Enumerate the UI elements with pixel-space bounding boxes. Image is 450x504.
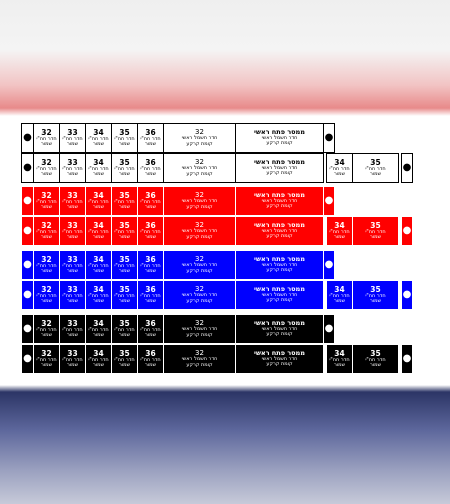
bullet-icon: ● bbox=[21, 344, 33, 374]
room-cell-33: 33 חדר חח"י שמור bbox=[59, 250, 85, 280]
room-cell-34: 34 חדר חח"י שמור bbox=[85, 123, 111, 153]
label-strip-white-short bbox=[21, 123, 348, 153]
zone-cell: 32 חדר חשמל ראשי קומת קרקע bbox=[163, 344, 235, 374]
room-cell-34-extra: 34 חדר חח"י שמור bbox=[326, 344, 352, 374]
main-relay-cell: ממסר פתח ראשי חדר חשמל ראשי קומת קרקע bbox=[235, 344, 323, 374]
room-cell-34: 34 חדר חח"י שמור bbox=[85, 280, 111, 310]
room-cell-35: 35 חדר חח"י שמור bbox=[111, 280, 137, 310]
room-cell-32: 32 חדר חח"י שמור bbox=[33, 123, 59, 153]
room-cell-35-extra: 35 חדר חח"י שמור bbox=[352, 216, 398, 246]
bullet-icon: ● bbox=[21, 186, 33, 216]
bullet-icon: ● bbox=[21, 314, 33, 344]
room-cell-36: 36 חדר חח"י שמור bbox=[137, 186, 163, 216]
room-cell-35: 35 חדר חח"י שמור bbox=[111, 216, 137, 246]
bullet-icon: ● bbox=[401, 344, 413, 374]
room-cell-35: 35 חדר חח"י שמור bbox=[111, 250, 137, 280]
zone-cell: 32 חדר חשמל ראשי קומת קרקע bbox=[163, 314, 235, 344]
room-cell-34: 34 חדר חח"י שמור bbox=[85, 344, 111, 374]
room-cell-36: 36 חדר חח"י שמור bbox=[137, 344, 163, 374]
label-sheet bbox=[21, 119, 429, 384]
bullet-icon: ● bbox=[323, 314, 335, 344]
zone-cell: 32 חדר חשמל ראשי קומת קרקע bbox=[163, 216, 235, 246]
bullet-icon: ● bbox=[323, 123, 335, 153]
label-strip-blue-long bbox=[21, 280, 429, 310]
room-cell-35-extra: 35 חדר חח"י שמור bbox=[352, 344, 398, 374]
zone-cell: 32 חדר חשמל ראשי קומת קרקע bbox=[163, 280, 235, 310]
bullet-icon: ● bbox=[323, 250, 335, 280]
bullet-icon: ● bbox=[323, 186, 335, 216]
main-relay-cell: ממסר פתח ראשי חדר חשמל ראשי קומת קרקע bbox=[235, 186, 323, 216]
room-cell-32: 32 חדר חח"י שמור bbox=[33, 250, 59, 280]
room-cell-35: 35 חדר חח"י שמור bbox=[111, 123, 137, 153]
main-relay-cell: ממסר פתח ראשי חדר חשמל ראשי קומת קרקע bbox=[235, 314, 323, 344]
room-cell-34: 34 חדר חח"י שמור bbox=[85, 186, 111, 216]
label-strip-red-short bbox=[21, 186, 348, 216]
room-cell-32: 32 חדר חח"י שמור bbox=[33, 153, 59, 183]
bullet-icon: ● bbox=[21, 250, 33, 280]
bullet-icon: ● bbox=[401, 280, 413, 310]
label-strip-blue-short bbox=[21, 250, 348, 280]
room-cell-34: 34 חדר חח"י שמור bbox=[85, 216, 111, 246]
main-relay-cell: ממסר פתח ראשי חדר חשמל ראשי קומת קרקע bbox=[235, 250, 323, 280]
main-relay-cell: ממסר פתח ראשי חדר חשמל ראשי קומת קרקע bbox=[235, 280, 323, 310]
room-cell-35: 35 חדר חח"י שמור bbox=[111, 153, 137, 183]
room-cell-36: 36 חדר חח"י שמור bbox=[137, 123, 163, 153]
room-cell-34-extra: 34 חדר חח"י שמור bbox=[326, 153, 352, 183]
label-strip-red-long bbox=[21, 216, 429, 246]
room-cell-32: 32 חדר חח"י שמור bbox=[33, 280, 59, 310]
room-cell-35-extra: 35 חדר חח"י שמור bbox=[352, 280, 398, 310]
bullet-icon: ● bbox=[21, 216, 33, 246]
room-cell-34: 34 חדר חח"י שמור bbox=[85, 250, 111, 280]
room-cell-35-extra: 35 חדר חח"י שמור bbox=[352, 153, 398, 183]
label-strip-white-long bbox=[21, 153, 429, 183]
room-cell-36: 36 חדר חח"י שמור bbox=[137, 216, 163, 246]
bullet-icon: ● bbox=[21, 153, 33, 183]
room-cell-34: 34 חדר חח"י שמור bbox=[85, 153, 111, 183]
bullet-icon: ● bbox=[401, 153, 413, 183]
room-cell-33: 33 חדר חח"י שמור bbox=[59, 344, 85, 374]
room-cell-32: 32 חדר חח"י שמור bbox=[33, 216, 59, 246]
room-cell-32: 32 חדר חח"י שמור bbox=[33, 186, 59, 216]
room-cell-33: 33 חדר חח"י שמור bbox=[59, 216, 85, 246]
zone-cell: 32 חדר חשמל ראשי קומת קרקע bbox=[163, 123, 235, 153]
room-cell-33: 33 חדר חח"י שמור bbox=[59, 314, 85, 344]
room-cell-36: 36 חדר חח"י שמור bbox=[137, 153, 163, 183]
room-cell-34-extra: 34 חדר חח"י שמור bbox=[326, 216, 352, 246]
main-relay-cell: ממסר פתח ראשי חדר חשמל ראשי קומת קרקע bbox=[235, 216, 323, 246]
room-cell-34: 34 חדר חח"י שמור bbox=[85, 314, 111, 344]
label-strip-black-short bbox=[21, 314, 348, 344]
bullet-icon: ● bbox=[401, 216, 413, 246]
room-cell-33: 33 חדר חח"י שמור bbox=[59, 186, 85, 216]
room-cell-36: 36 חדר חח"י שמור bbox=[137, 280, 163, 310]
bullet-icon: ● bbox=[21, 123, 33, 153]
room-cell-35: 35 חדר חח"י שמור bbox=[111, 344, 137, 374]
room-cell-33: 33 חדר חח"י שמור bbox=[59, 280, 85, 310]
room-cell-32: 32 חדר חח"י שמור bbox=[33, 314, 59, 344]
label-strip-black-long bbox=[21, 344, 429, 374]
room-cell-36: 36 חדר חח"י שמור bbox=[137, 250, 163, 280]
main-relay-cell: ממסר פתח ראשי חדר חשמל ראשי קומת קרקע bbox=[235, 153, 323, 183]
zone-cell: 32 חדר חשמל ראשי קומת קרקע bbox=[163, 250, 235, 280]
room-cell-33: 33 חדר חח"י שמור bbox=[59, 123, 85, 153]
zone-cell: 32 חדר חשמל ראשי קומת קרקע bbox=[163, 186, 235, 216]
room-cell-34-extra: 34 חדר חח"י שמור bbox=[326, 280, 352, 310]
zone-cell: 32 חדר חשמל ראשי קומת קרקע bbox=[163, 153, 235, 183]
room-cell-33: 33 חדר חח"י שמור bbox=[59, 153, 85, 183]
room-cell-35: 35 חדר חח"י שמור bbox=[111, 186, 137, 216]
bullet-icon: ● bbox=[21, 280, 33, 310]
room-cell-32: 32 חדר חח"י שמור bbox=[33, 344, 59, 374]
room-cell-36: 36 חדר חח"י שמור bbox=[137, 314, 163, 344]
room-cell-35: 35 חדר חח"י שמור bbox=[111, 314, 137, 344]
main-relay-cell: ממסר פתח ראשי חדר חשמל ראשי קומת קרקע bbox=[235, 123, 323, 153]
